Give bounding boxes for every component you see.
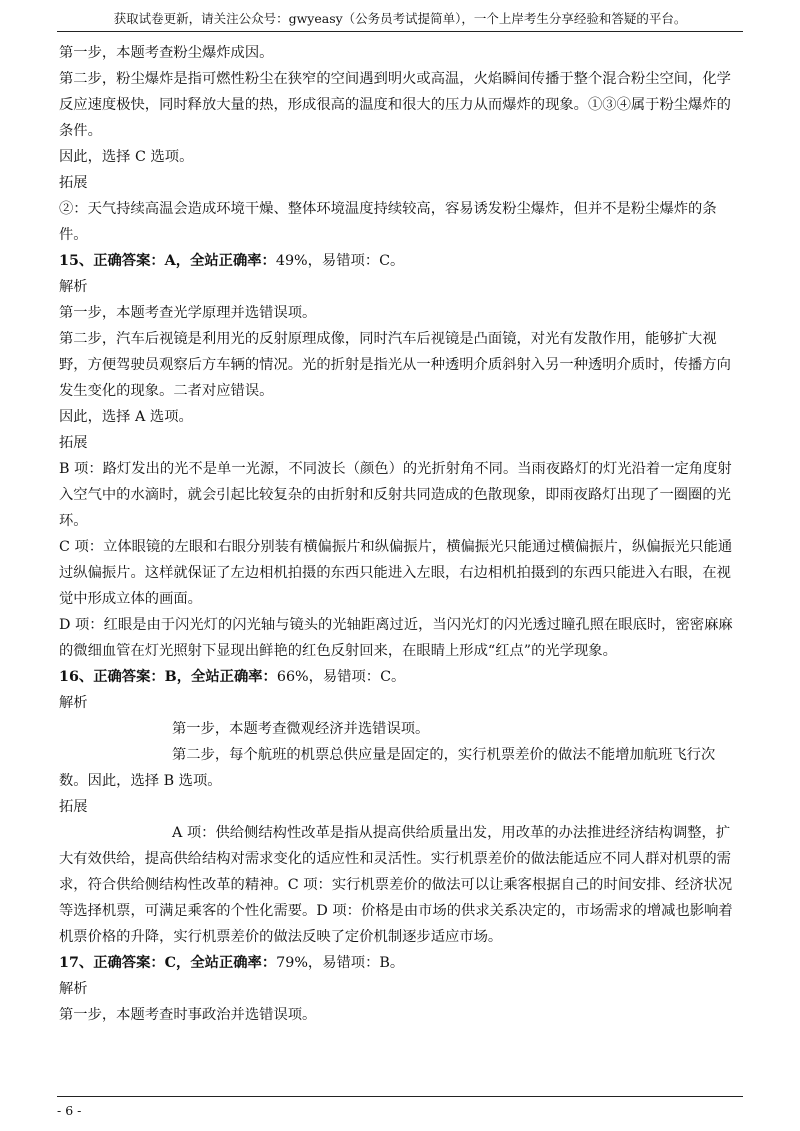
- q14-conclusion: 因此，选择 C 选项。: [59, 149, 194, 165]
- q15-answer-main: 15、正确答案：A，全站正确率：: [59, 253, 276, 269]
- q17-step1: 第一步，本题考查时事政治并选错误项。: [59, 1007, 317, 1023]
- q16-step2-text: 第二步，每个航班的机票总供应量是固定的，实行机票差价的做法不能增加航班飞行次数。因此，选择 B 选项。: [59, 747, 716, 789]
- q15-extend-label: 拓展: [59, 435, 88, 451]
- q15-extension-b: B 项：路灯发出的光不是单一光源，不同波长（颜色）的光折射角不同。当雨夜路灯的灯光沿着一定角度射入空气中的水滴时，就会引起比较复杂的由折射和反射共同造成的色散现象，即雨夜路灯出现了一圈圈的光环。: [59, 461, 732, 529]
- page-footer: [57, 1096, 743, 1118]
- page-header: [57, 10, 743, 32]
- q15-answer-tail: 49%，易错项：C。: [275, 253, 405, 269]
- q15-step2: 第二步，汽车后视镜是利用光的反射原理成像，同时汽车后视镜是凸面镜，对光有发散作用，能够扩大视野，方便驾驶员观察后方车辆的情况。光的折射是指光从一种透明介质斜射入另一种透明介质时，传播方向发生变化的现象。二者对应错误。: [59, 331, 731, 399]
- q15-extension-d: D 项：红眼是由于闪光灯的闪光轴与镜头的光轴距离过近，当闪光灯的闪光透过瞳孔照在眼底时，密密麻麻的微细血管在灯光照射下显现出鲜艳的红色反射回来，在眼睛上形成“红点”的光学现象。: [59, 617, 733, 659]
- q16-analysis-label: 解析: [59, 695, 88, 711]
- q17-answer-main: 17、正确答案：C，全站正确率：: [59, 955, 277, 971]
- q17-answer-tail: 79%，易错项：B。: [276, 955, 405, 971]
- q17-answer-line: [59, 950, 743, 976]
- q15-analysis-label: 解析: [59, 279, 88, 295]
- q17-analysis-label: 解析: [59, 981, 88, 997]
- header-text: 获取试卷更新，请关注公众号：gwyeasy（公务员考试提简单），一个上岸考生分享经验和答疑的平台。: [113, 11, 687, 26]
- q14-extend-label: 拓展: [59, 175, 88, 191]
- q14-step2: 第二步，粉尘爆炸是指可燃性粉尘在狭窄的空间遇到明火或高温，火焰瞬间传播于整个混合粉尘空间，化学反应速度极快，同时释放大量的热，形成很高的温度和很大的压力从而爆炸的现象。①③④属于粉尘爆炸的条件。: [59, 71, 731, 139]
- q16-extend-label: 拓展: [59, 799, 88, 815]
- q16-step2: [59, 742, 743, 794]
- q15-answer-line: [59, 248, 743, 274]
- q16-extension: [59, 820, 743, 950]
- q16-extension-text: A 项：供给侧结构性改革是指从提高供给质量出发，用改革的办法推进经济结构调整，扩大有效供给，提高供给结构对需求变化的适应性和灵活性。实行机票差价的做法能适应不同人群对机票的需求，符合供给侧结构性改革的精神。C 项：实行机票差价的做法可以让乘客根据自己的时间安排、经济状况等选择机票，可满足乘客的个性化需要。D 项：价格是由市场的供求关系决定的，市场需求的增减也影响着机票价格的升降，实行机票差价的做法反映了定价机制逐步适应市场。: [59, 825, 733, 945]
- q15-conclusion: 因此，选择 A 选项。: [59, 409, 193, 425]
- page-number: - 6 -: [57, 1103, 82, 1118]
- q14-extension: ②：天气持续高温会造成环境干燥、整体环境温度持续较高，容易诱发粉尘爆炸，但并不是粉尘爆炸的条件。: [59, 201, 717, 243]
- q16-answer-main: 16、正确答案：B，全站正确率：: [59, 669, 277, 685]
- q14-step1: 第一步，本题考查粉尘爆炸成因。: [59, 45, 274, 61]
- q16-answer-tail: 66%，易错项：C。: [276, 669, 406, 685]
- q15-step1: 第一步，本题考查光学原理并选错误项。: [59, 305, 317, 321]
- q16-step1: 第一步，本题考查微观经济并选错误项。: [172, 721, 430, 737]
- document-body: [59, 40, 743, 1028]
- q15-extension-c: C 项：立体眼镜的左眼和右眼分别装有横偏振片和纵偏振片，横偏振光只能通过横偏振片，纵偏振光只能通过纵偏振片。这样就保证了左边相机拍摄的东西只能进入左眼，右边相机拍摄到的东西只能进入右眼，在视觉中形成立体的画面。: [59, 539, 733, 607]
- q16-answer-line: [59, 664, 743, 690]
